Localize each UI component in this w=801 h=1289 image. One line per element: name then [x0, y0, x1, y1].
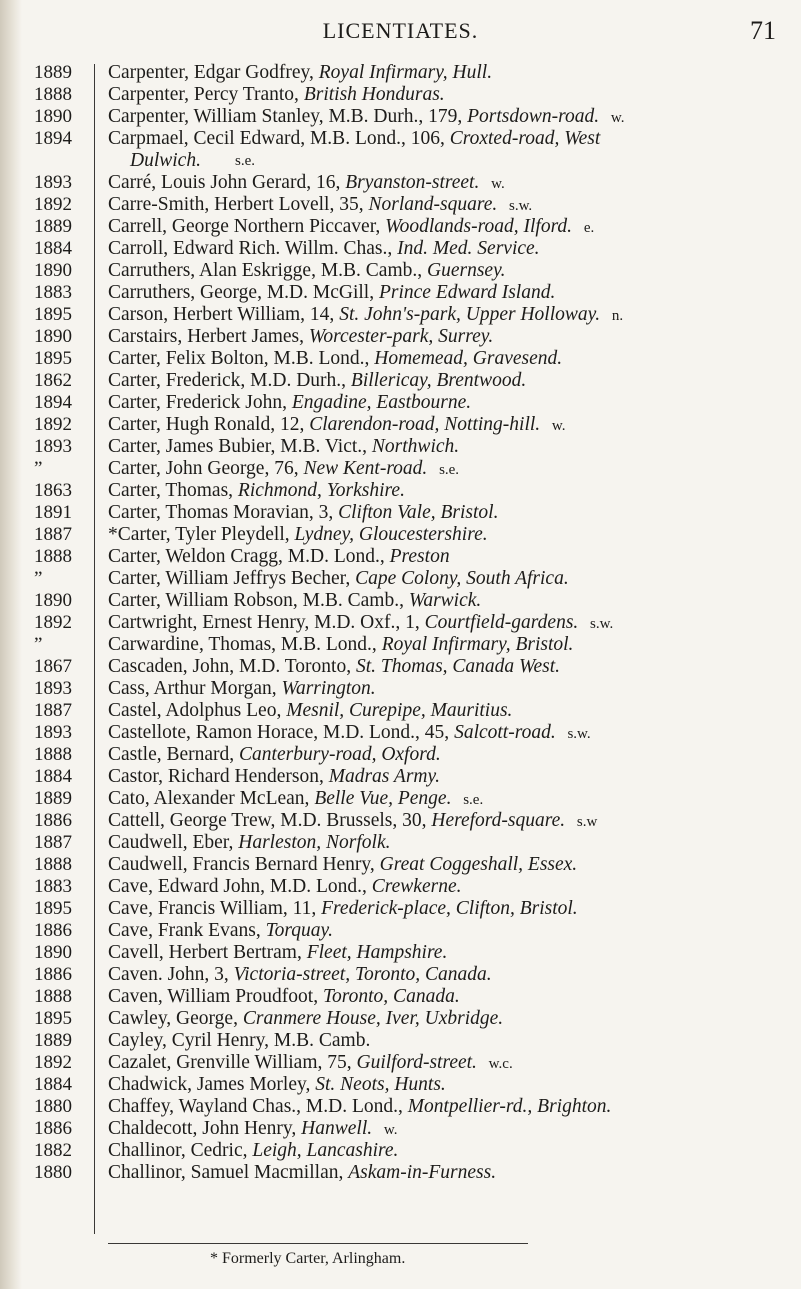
entry-name: Carstairs, Herbert James,	[108, 326, 309, 347]
entry-text	[108, 986, 460, 1008]
entry-text	[108, 106, 625, 129]
entry-place: Worcester-park, Surrey.	[308, 326, 494, 347]
entry-row	[0, 106, 801, 128]
entry-place: Norland-square.	[368, 194, 498, 215]
entry-year: 1882	[34, 1140, 72, 1161]
entry-place: Mesnil, Curepipe, Mauritius.	[286, 700, 513, 721]
entry-year: 1890	[34, 326, 72, 347]
entry-name: Carter, William Robson, M.B. Camb.,	[108, 590, 409, 611]
entry-text	[108, 832, 390, 854]
entry-row	[0, 766, 801, 788]
page-title: LICENTIATES.	[322, 18, 479, 43]
entry-place: Dulwich.	[130, 150, 201, 171]
entry-row	[0, 854, 801, 876]
entry-name: Caudwell, Eber,	[108, 832, 239, 853]
entry-text	[108, 942, 447, 964]
entry-year: 1886	[34, 964, 72, 985]
entry-text	[108, 480, 405, 502]
entry-name: Castellote, Ramon Horace, M.D. Lond., 45,	[108, 722, 455, 743]
entry-row	[0, 84, 801, 106]
entry-district: w.	[380, 1122, 398, 1138]
entry-district: s.w	[573, 814, 598, 830]
entry-name: Cave, Edward John, M.D. Lond.,	[108, 876, 372, 897]
entry-name: Chaldecott, John Henry,	[108, 1118, 302, 1139]
entry-name: Carwardine, Thomas, M.B. Lond.,	[108, 634, 382, 655]
entry-year: 1895	[34, 1008, 72, 1029]
entry-place: Salcott-road.	[454, 722, 556, 743]
entry-district: s.e.	[459, 792, 484, 808]
entry-year: 1890	[34, 106, 72, 127]
entry-place: Richmond, Yorkshire.	[237, 480, 405, 501]
entry-place: Bryanston-street.	[345, 172, 480, 193]
entry-text	[108, 722, 591, 745]
entry-name: Carter, Weldon Cragg, M.D. Lond.,	[108, 546, 390, 567]
entry-name: Castle, Bernard,	[108, 744, 240, 765]
entry-place: Cranmere House, Iver, Uxbridge.	[242, 1008, 504, 1029]
entry-place: Cape Colony, South Africa.	[355, 568, 569, 589]
entry-text	[108, 1052, 513, 1075]
entry-row	[0, 1118, 801, 1140]
entry-year: 1894	[34, 392, 72, 413]
entry-year: 1886	[34, 810, 72, 831]
entry-place: Torquay.	[265, 920, 333, 941]
entry-year: 1889	[34, 788, 72, 809]
entry-text	[108, 964, 492, 986]
entry-name: Carpenter, Edgar Godfrey,	[108, 62, 319, 83]
entry-row	[0, 568, 801, 590]
entry-text	[108, 1118, 397, 1141]
entry-name: Carrell, George Northern Piccaver,	[108, 216, 386, 237]
entry-row	[0, 326, 801, 348]
entry-district: s.e.	[235, 153, 255, 169]
entry-row	[0, 590, 801, 612]
entry-text	[108, 744, 441, 766]
entry-year: 1893	[34, 436, 72, 457]
entry-text	[108, 854, 577, 876]
entry-name: Carre-Smith, Herbert Lovell, 35,	[108, 194, 369, 215]
entry-text	[108, 172, 505, 195]
entry-continuation	[0, 150, 801, 172]
entry-name: Cascaden, John, M.D. Toronto,	[108, 656, 356, 677]
entry-row	[0, 348, 801, 370]
entry-year: 1890	[34, 260, 72, 281]
entry-year: 1884	[34, 766, 72, 787]
entry-year: 1895	[34, 304, 72, 325]
entry-year: 1892	[34, 1052, 72, 1073]
entry-name: Caven. John, 3,	[108, 964, 234, 985]
entry-text	[108, 546, 450, 568]
entry-year: 1889	[34, 62, 72, 83]
entry-place: Hereford-square.	[431, 810, 566, 831]
entry-name: Cave, Francis William, 11,	[108, 898, 322, 919]
entry-row	[0, 216, 801, 238]
entry-text	[108, 1074, 446, 1096]
entry-row	[0, 986, 801, 1008]
entry-name: Chadwick, James Morley,	[108, 1074, 316, 1095]
entry-place: Leigh, Lancashire.	[252, 1140, 399, 1161]
entry-place: Frederick-place, Clifton, Bristol.	[321, 898, 578, 919]
entry-row	[0, 920, 801, 942]
entry-place: Great Coggeshall, Essex.	[379, 854, 578, 875]
entry-year: 1880	[34, 1096, 72, 1117]
entry-text	[108, 238, 540, 260]
entry-text	[108, 194, 532, 217]
entry-text	[108, 634, 573, 656]
entry-year: 1862	[34, 370, 72, 391]
entry-year: 1867	[34, 656, 72, 677]
entry-text	[108, 502, 498, 524]
entry-row	[0, 1096, 801, 1118]
entry-year: 1888	[34, 854, 72, 875]
entry-name: Carter, Felix Bolton, M.B. Lond.,	[108, 348, 375, 369]
entry-year: 1895	[34, 348, 72, 369]
entry-name: Cazalet, Grenville William, 75,	[108, 1052, 357, 1073]
entry-row	[0, 1074, 801, 1096]
entry-row	[0, 1140, 801, 1162]
page-header	[0, 16, 801, 50]
entry-row	[0, 436, 801, 458]
entry-year: 1893	[34, 722, 72, 743]
entry-place: Preston	[389, 546, 450, 567]
entry-text	[108, 810, 597, 833]
entry-year: 1887	[34, 524, 72, 545]
entry-text	[108, 282, 555, 304]
entry-name: Carroll, Edward Rich. Willm. Chas.,	[108, 238, 398, 259]
entry-row	[0, 964, 801, 986]
entry-text	[108, 326, 493, 348]
entry-name: Castel, Adolphus Leo,	[108, 700, 287, 721]
entry-row	[0, 678, 801, 700]
entry-text	[108, 370, 526, 392]
entry-text	[108, 128, 600, 150]
entry-year: 1886	[34, 920, 72, 941]
entry-place: Ind. Med. Service.	[397, 238, 540, 259]
entry-row	[0, 1008, 801, 1030]
entry-year: 1893	[34, 172, 72, 193]
entry-place: Northwich.	[371, 436, 460, 457]
entry-year: 1880	[34, 1162, 72, 1183]
entry-year: 1894	[34, 128, 72, 149]
entry-place: Royal Infirmary, Bristol.	[381, 634, 574, 655]
entry-year: 1883	[34, 282, 72, 303]
entry-row	[0, 392, 801, 414]
entry-name: Carson, Herbert William, 14,	[108, 304, 340, 325]
entry-year: 1888	[34, 986, 72, 1007]
entry-row	[0, 524, 801, 546]
entry-place: Lydney, Gloucestershire.	[294, 524, 488, 545]
entry-name: Cass, Arthur Morgan,	[108, 678, 282, 699]
entry-place: Royal Infirmary, Hull.	[318, 62, 493, 83]
entry-place: Hanwell.	[301, 1118, 373, 1139]
entry-row	[0, 744, 801, 766]
entry-row	[0, 458, 801, 480]
entry-year: 1884	[34, 238, 72, 259]
entry-place: Croxted-road, West	[449, 128, 601, 149]
entry-name: Cavell, Herbert Bertram,	[108, 942, 307, 963]
entry-year: 1863	[34, 480, 72, 501]
entry-row	[0, 810, 801, 832]
footnote: * Formerly Carter, Arlingham.	[210, 1250, 406, 1267]
licentiate-list	[0, 62, 801, 1184]
entry-year: 1886	[34, 1118, 72, 1139]
entry-year: 1883	[34, 876, 72, 897]
entry-year: 1888	[34, 546, 72, 567]
entry-place: Homemead, Gravesend.	[374, 348, 563, 369]
entry-text	[108, 788, 483, 811]
entry-name: Carruthers, George, M.D. McGill,	[108, 282, 379, 303]
entry-year: ”	[34, 568, 43, 589]
entry-place: Portsdown-road.	[467, 106, 600, 127]
entry-row	[0, 788, 801, 810]
entry-row	[0, 634, 801, 656]
entry-name: Carter, Thomas Moravian, 3,	[108, 502, 339, 523]
entry-place: Toronto, Canada.	[322, 986, 460, 1007]
entry-name: Carter, William Jeffrys Becher,	[108, 568, 356, 589]
entry-name: Carter, Thomas,	[108, 480, 238, 501]
entry-name: Cattell, George Trew, M.D. Brussels, 30,	[108, 810, 432, 831]
entry-name: Carter, John George, 76,	[108, 458, 304, 479]
entry-district: s.w.	[505, 198, 533, 214]
entry-text	[108, 414, 566, 437]
entry-place: Courtfield-gardens.	[424, 612, 579, 633]
entry-district: s.w.	[586, 616, 614, 632]
entry-name: Carpenter, William Stanley, M.B. Durh., 179,	[108, 106, 468, 127]
entry-text	[108, 700, 512, 722]
entry-year: 1890	[34, 942, 72, 963]
page-number: 71	[750, 16, 776, 45]
entry-row	[0, 502, 801, 524]
entry-name: Carruthers, Alan Eskrigge, M.B. Camb.,	[108, 260, 427, 281]
entry-district: w.	[487, 176, 505, 192]
entry-row	[0, 414, 801, 436]
entry-row	[0, 480, 801, 502]
entry-row	[0, 62, 801, 84]
entry-place: Warwick.	[408, 590, 482, 611]
entry-year: 1889	[34, 1030, 72, 1051]
entry-name: Cartwright, Ernest Henry, M.D. Oxf., 1,	[108, 612, 425, 633]
entry-text	[108, 304, 623, 327]
entry-text	[108, 84, 445, 106]
entry-text	[108, 656, 560, 678]
entry-row	[0, 942, 801, 964]
entry-place: Crewkerne.	[371, 876, 462, 897]
entry-year: 1887	[34, 832, 72, 853]
entry-year: ”	[34, 458, 43, 479]
entry-row	[0, 238, 801, 260]
entry-text	[108, 612, 613, 635]
entry-text	[108, 568, 569, 590]
entry-place: Woodlands-road, Ilford.	[385, 216, 573, 237]
entry-place: Engadine, Eastbourne.	[291, 392, 472, 413]
entry-text	[108, 766, 440, 788]
entry-year: 1888	[34, 84, 72, 105]
entry-text	[108, 590, 481, 612]
entry-text	[108, 1162, 496, 1184]
entry-name: Chaffey, Wayland Chas., M.D. Lond.,	[108, 1096, 408, 1117]
entry-name: Challinor, Samuel Macmillan,	[108, 1162, 349, 1183]
entry-row	[0, 194, 801, 216]
entry-name: Cave, Frank Evans,	[108, 920, 266, 941]
entry-row	[0, 1162, 801, 1184]
entry-place: Guernsey.	[427, 260, 506, 281]
entry-place: Montpellier-rd., Brighton.	[407, 1096, 612, 1117]
entry-place: Madras Army.	[328, 766, 440, 787]
entry-row	[0, 700, 801, 722]
entry-district: n.	[608, 308, 624, 324]
entry-district: e.	[580, 220, 595, 236]
entry-place: St. John's-park, Upper Holloway.	[339, 304, 601, 325]
entry-text	[108, 216, 594, 239]
entry-text	[108, 876, 461, 898]
entry-place: British Honduras.	[303, 84, 445, 105]
entry-district: w.	[607, 110, 625, 126]
entry-text	[108, 898, 578, 920]
entry-name: Carré, Louis John Gerard, 16,	[108, 172, 346, 193]
entry-year: 1892	[34, 414, 72, 435]
entry-name: Carter, Frederick, M.D. Durh.,	[108, 370, 351, 391]
entry-place: Prince Edward Island.	[378, 282, 556, 303]
entry-name: Carpenter, Percy Tranto,	[108, 84, 304, 105]
entry-year: 1890	[34, 590, 72, 611]
entry-row	[0, 656, 801, 678]
entry-name: Carter, Frederick John,	[108, 392, 292, 413]
entry-row	[0, 304, 801, 326]
entry-text	[108, 1096, 611, 1118]
entry-year: 1895	[34, 898, 72, 919]
entry-row	[0, 1052, 801, 1074]
entry-place: Fleet, Hampshire.	[306, 942, 448, 963]
entry-name: Caudwell, Francis Bernard Henry,	[108, 854, 380, 875]
entry-place: Guilford-street.	[356, 1052, 477, 1073]
entry-name: Cawley, George,	[108, 1008, 243, 1029]
entry-text	[108, 1008, 503, 1030]
entry-name: *Carter, Tyler Pleydell,	[108, 524, 295, 545]
entry-place: Clarendon-road, Notting-hill.	[309, 414, 541, 435]
entry-row	[0, 832, 801, 854]
entry-text	[108, 62, 492, 84]
entry-year: 1884	[34, 1074, 72, 1095]
entry-year: 1891	[34, 502, 72, 523]
entry-text	[108, 260, 506, 282]
entry-name: Carpmael, Cecil Edward, M.B. Lond., 106,	[108, 128, 450, 149]
entry-year: 1893	[34, 678, 72, 699]
entry-place: Canterbury-road, Oxford.	[239, 744, 441, 765]
entry-text	[108, 436, 459, 458]
entry-district: s.w.	[563, 726, 591, 742]
entry-text	[108, 348, 562, 370]
entry-text	[108, 920, 333, 942]
entry-row	[0, 370, 801, 392]
entry-place: Victoria-street, Toronto, Canada.	[233, 964, 492, 985]
entry-district: w.c.	[484, 1056, 513, 1072]
entry-name: Carter, Hugh Ronald, 12,	[108, 414, 310, 435]
footnote-rule	[108, 1243, 528, 1244]
entry-year: 1887	[34, 700, 72, 721]
entry-text	[108, 524, 488, 546]
entry-row	[0, 260, 801, 282]
entry-row	[0, 546, 801, 568]
entry-row	[0, 612, 801, 634]
entry-name: Carter, James Bubier, M.B. Vict.,	[108, 436, 372, 457]
entry-row	[0, 128, 801, 150]
entry-district: w.	[548, 418, 566, 434]
entry-name: Castor, Richard Henderson,	[108, 766, 329, 787]
entry-place: Belle Vue, Penge.	[314, 788, 452, 809]
entry-place: Harleston, Norfolk.	[238, 832, 391, 853]
entry-name: Caven, William Proudfoot,	[108, 986, 323, 1007]
entry-place: New Kent-road.	[303, 458, 428, 479]
entry-row	[0, 172, 801, 194]
entry-year: 1888	[34, 744, 72, 765]
entry-name: Cayley, Cyril Henry, M.B. Camb.	[108, 1030, 371, 1051]
entry-place: Askam-in-Furness.	[348, 1162, 497, 1183]
entry-district: s.e.	[435, 462, 460, 478]
entry-row	[0, 898, 801, 920]
entry-year: 1892	[34, 194, 72, 215]
entry-text	[108, 458, 459, 481]
entry-row	[0, 282, 801, 304]
entry-year: 1889	[34, 216, 72, 237]
entry-row	[0, 876, 801, 898]
entry-year: 1892	[34, 612, 72, 633]
entry-place: Billericay, Brentwood.	[350, 370, 527, 391]
entry-place: St. Thomas, Canada West.	[355, 656, 561, 677]
entry-text	[108, 1140, 398, 1162]
entry-text	[108, 678, 376, 700]
entry-year: ”	[34, 634, 43, 655]
entry-place: St. Neots, Hunts.	[315, 1074, 446, 1095]
entry-row	[0, 1030, 801, 1052]
entry-name: Challinor, Cedric,	[108, 1140, 253, 1161]
entry-place: Clifton Vale, Bristol.	[338, 502, 499, 523]
entry-place: Warrington.	[281, 678, 376, 699]
entry-text	[108, 392, 471, 414]
entry-row	[0, 722, 801, 744]
entry-text	[108, 1030, 370, 1052]
entry-name: Cato, Alexander McLean,	[108, 788, 315, 809]
